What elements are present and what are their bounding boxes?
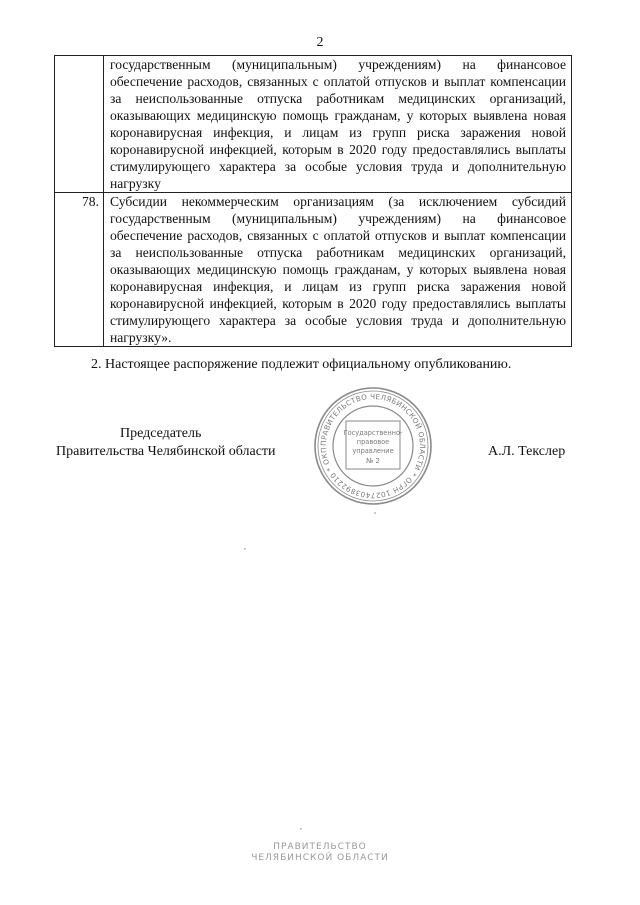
row-number: 78. (55, 193, 104, 347)
scan-speck (374, 512, 376, 514)
seal-ring-text: ПРАВИТЕЛЬСТВО ЧЕЛЯБИНСКОЙ ОБЛАСТИ * ОГРН 1027403892210 * ОКП (318, 391, 428, 501)
page-number: 2 (316, 35, 324, 50)
row-text: государственным (муниципальным) учреждениям) на финансовое обеспечение расходов, связанных с оплатой отпусков и выплат компенсации за неиспользованные отпуска работникам медицинских организаций, оказывающих медицинскую помощь гражданам, у которых выявлена новая коронавирусная инфекция, и лицам из групп риска заражения новой коронавирусной инфекцией, которым в 2020 году предоставлялись выплаты стимулирующего характера за особые условия труда и дополнительную нагрузку (104, 56, 572, 193)
table-row (55, 193, 572, 347)
footer-stamp-line: ЧЕЛЯБИНСКОЙ ОБЛАСТИ (251, 853, 389, 863)
row-text: Субсидии некоммерческим организациям (за исключением субсидий государственным (муниципальным) учреждениям) на финансовое обеспечение расходов, связанных с оплатой отпусков и выплат компенсации за неиспользованные отпуска работникам медицинских организаций, оказывающих медицинскую помощь гражданам, у которых выявлена новая коронавирусная инфекция, и лицам из групп риска заражения новой коронавирусной инфекцией, которым в 2020 году предоставлялись выплаты стимулирующего характера за особые условия труда и дополнительную нагрузку». (104, 193, 572, 347)
seal-center-line: управление (352, 447, 394, 455)
footer-stamp-line: ПРАВИТЕЛЬСТВО (273, 842, 367, 852)
paragraph-publication: 2. Настоящее распоряжение подлежит официальному опубликованию. (91, 357, 512, 372)
document-table (54, 55, 572, 347)
row-number (55, 56, 104, 193)
footer-stamp (0, 842, 640, 864)
signer-organization: Правительства Челябинской области (56, 444, 276, 459)
scan-speck (300, 828, 302, 830)
scan-speck (244, 548, 246, 550)
seal-center-line: правовое (356, 438, 390, 446)
signer-title: Председатель (120, 426, 202, 441)
table-row (55, 56, 572, 193)
seal-icon (312, 385, 434, 507)
seal-center-line: № 2 (366, 457, 380, 465)
seal-center-line: Государственно- (343, 429, 403, 437)
official-seal (312, 385, 434, 507)
signer-name: А.Л. Текслер (488, 444, 566, 459)
